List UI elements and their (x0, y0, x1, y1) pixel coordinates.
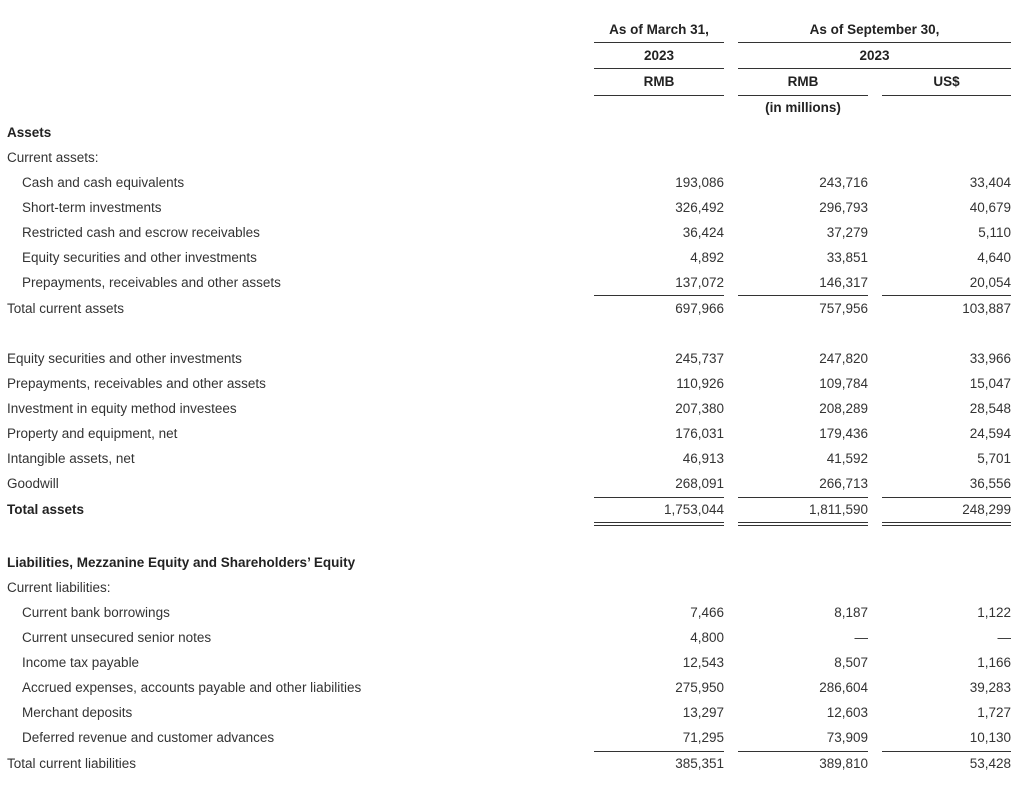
row-value-col1: 36,424 (682, 225, 724, 240)
row-value-col1: 385,351 (675, 756, 724, 771)
row-value-col2: 8,507 (834, 655, 868, 670)
row-value-col1: 13,297 (682, 705, 724, 720)
subtotal-rule (882, 751, 1011, 752)
row-value-col3: 5,701 (977, 451, 1011, 466)
row-value-col3: 53,428 (969, 756, 1011, 771)
row-value-col1: 697,966 (675, 301, 724, 316)
row-label: Total assets (7, 502, 85, 517)
header-col23-year: 2023 (859, 48, 890, 63)
row-label: Income tax payable (22, 655, 140, 670)
subtotal-rule (594, 295, 724, 296)
row-label: Prepayments, receivables and other assets (7, 376, 266, 391)
row-value-col2: 73,909 (826, 730, 868, 745)
row-value-col1: 4,800 (690, 630, 724, 645)
row-value-col1: 326,492 (675, 200, 724, 215)
header-col23-period: As of September 30, (809, 22, 940, 37)
row-value-col2: 286,604 (819, 680, 868, 695)
row-value-col2: 1,811,590 (808, 502, 868, 517)
header-rule (882, 95, 1011, 96)
row-value-col3: 1,122 (977, 605, 1011, 620)
row-label: Goodwill (7, 476, 59, 491)
row-value-col2: 757,956 (819, 301, 868, 316)
total-double-rule (882, 522, 1011, 523)
row-value-col2: 8,187 (834, 605, 868, 620)
row-value-col1: 137,072 (675, 275, 724, 290)
row-value-col2: 243,716 (819, 175, 868, 190)
row-value-col2: 266,713 (819, 476, 868, 491)
row-value-col1: 245,737 (675, 351, 724, 366)
row-value-col2: 41,592 (826, 451, 868, 466)
row-value-col1: 268,091 (675, 476, 724, 491)
row-value-col1: 207,380 (675, 401, 724, 416)
row-label: Liabilities, Mezzanine Equity and Shareholders’ Equity (7, 555, 356, 570)
row-label: Current unsecured senior notes (22, 630, 212, 645)
row-value-col2: 12,603 (826, 705, 868, 720)
header-col1-year: 2023 (643, 48, 675, 63)
row-label: Prepayments, receivables and other assets (22, 275, 281, 290)
total-double-rule (738, 525, 868, 526)
header-rule (738, 68, 1011, 69)
header-col3-currency: US$ (933, 74, 960, 89)
row-value-col1: 1,753,044 (663, 502, 724, 517)
row-value-col3: 248,299 (962, 502, 1011, 517)
header-rule (594, 42, 724, 43)
row-value-col1: 275,950 (675, 680, 724, 695)
row-value-col2: 389,810 (819, 756, 868, 771)
row-value-col2: 37,279 (826, 225, 868, 240)
row-value-col3: — (997, 630, 1011, 645)
row-label: Property and equipment, net (7, 426, 178, 441)
total-double-rule (594, 522, 724, 523)
row-value-col3: 28,548 (969, 401, 1011, 416)
row-value-col3: 24,594 (969, 426, 1011, 441)
subtotal-rule (738, 497, 868, 498)
subtotal-rule (594, 751, 724, 752)
row-value-col3: 1,166 (977, 655, 1011, 670)
row-value-col3: 1,727 (977, 705, 1011, 720)
subtotal-rule (882, 295, 1011, 296)
row-value-col3: 36,556 (969, 476, 1011, 491)
row-value-col1: 12,543 (682, 655, 724, 670)
row-value-col2: 208,289 (819, 401, 868, 416)
row-value-col2: 179,436 (819, 426, 868, 441)
row-label: Accrued expenses, accounts payable and other liabilities (22, 680, 362, 695)
row-value-col3: 40,679 (969, 200, 1011, 215)
row-value-col3: 33,966 (969, 351, 1011, 366)
header-col2-currency: RMB (787, 74, 819, 89)
total-double-rule (594, 525, 724, 526)
row-value-col2: 146,317 (819, 275, 868, 290)
row-label: Investment in equity method investees (7, 401, 237, 416)
row-label: Restricted cash and escrow receivables (22, 225, 260, 240)
row-value-col3: 39,283 (969, 680, 1011, 695)
subtotal-rule (738, 751, 868, 752)
row-label: Cash and cash equivalents (22, 175, 185, 190)
row-value-col3: 15,047 (969, 376, 1011, 391)
row-value-col2: 33,851 (826, 250, 868, 265)
row-label: Current liabilities: (7, 580, 111, 595)
header-col1-currency: RMB (643, 74, 675, 89)
row-value-col1: 110,926 (676, 376, 724, 391)
row-value-col3: 10,130 (969, 730, 1011, 745)
total-double-rule (882, 525, 1011, 526)
row-label: Assets (7, 125, 52, 140)
header-units: (in millions) (765, 100, 841, 115)
header-rule (594, 68, 724, 69)
row-value-col1: 71,295 (682, 730, 724, 745)
row-label: Total current assets (7, 301, 125, 316)
row-label: Deferred revenue and customer advances (22, 730, 275, 745)
row-value-col3: 20,054 (969, 275, 1011, 290)
row-value-col3: 33,404 (969, 175, 1011, 190)
row-value-col3: 103,887 (962, 301, 1011, 316)
row-value-col2: 247,820 (819, 351, 868, 366)
row-value-col3: 4,640 (977, 250, 1011, 265)
row-label: Merchant deposits (22, 705, 133, 720)
row-label: Equity securities and other investments (7, 351, 242, 366)
total-double-rule (738, 522, 868, 523)
header-rule (738, 95, 868, 96)
row-value-col1: 46,913 (682, 451, 724, 466)
row-value-col1: 176,031 (675, 426, 724, 441)
row-value-col1: 193,086 (675, 175, 724, 190)
row-value-col1: 4,892 (690, 250, 724, 265)
row-value-col2: 109,784 (819, 376, 868, 391)
row-value-col1: 7,466 (690, 605, 724, 620)
row-label: Current bank borrowings (22, 605, 170, 620)
header-rule (594, 95, 724, 96)
subtotal-rule (738, 295, 868, 296)
row-label: Current assets: (7, 150, 99, 165)
header-col1-period: As of March 31, (609, 22, 709, 37)
row-value-col2: 296,793 (819, 200, 868, 215)
row-value-col3: 5,110 (978, 225, 1011, 240)
row-value-col2: — (854, 630, 868, 645)
subtotal-rule (594, 497, 724, 498)
row-label: Equity securities and other investments (22, 250, 257, 265)
row-label: Total current liabilities (7, 756, 137, 771)
row-label: Short-term investments (22, 200, 162, 215)
row-label: Intangible assets, net (7, 451, 135, 466)
subtotal-rule (882, 497, 1011, 498)
header-rule (738, 42, 1011, 43)
